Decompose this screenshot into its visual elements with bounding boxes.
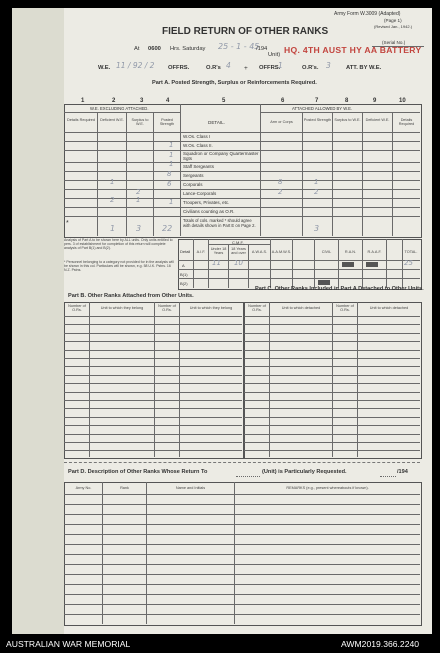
ors-label: O.R's: [206, 65, 221, 71]
row-rule: [64, 524, 420, 525]
row-rule: [244, 400, 420, 401]
row-rule: [244, 425, 420, 426]
row-rule: [64, 400, 242, 401]
row-rule: [64, 450, 242, 451]
analysis-row-b1: B(1): [180, 272, 188, 277]
row-rule: [64, 350, 242, 351]
hw-col6-serg: 8: [278, 178, 283, 186]
row-rule: [64, 341, 242, 342]
we-handwritten: 11 / 92 / 2: [116, 61, 155, 70]
row-rule: [64, 408, 242, 409]
part-b-unit-1: Unit to which they belong: [100, 306, 144, 310]
row-rule: [64, 383, 242, 384]
year-label: /194: [256, 46, 268, 52]
binding-strip: [12, 8, 64, 634]
part-b-title: Part B. Other Ranks Attached from Other Units.: [68, 293, 194, 299]
at-label: At: [134, 46, 140, 52]
header-details-required: Details Required: [66, 118, 96, 122]
header-deficient-att: Deficient W.E.: [365, 118, 390, 122]
ors2-label: O.R's.: [302, 65, 319, 71]
row-rule: [244, 375, 420, 376]
hw-total-col3: 3: [136, 224, 142, 233]
offrs2-label: OFFRS.: [259, 65, 281, 71]
row-rule: [244, 358, 420, 359]
row-rule: [64, 324, 242, 325]
col-number-8: 8: [345, 98, 349, 104]
analysis-row-b2: B(2): [180, 281, 188, 286]
redaction-raaf: [366, 262, 378, 267]
header-surplus-att: Surplus to W.E.: [334, 118, 361, 122]
hw-total-col2: 1: [110, 224, 116, 233]
row-rule: [64, 544, 420, 545]
analysis-col-ran: R.A.N.: [344, 250, 357, 254]
col-number-3: 3: [140, 98, 144, 104]
hw-col4-priv: 1: [169, 198, 174, 206]
row-rule: [64, 366, 242, 367]
row-rule: [64, 434, 242, 435]
col-number-2: 2: [112, 98, 116, 104]
offrs-handwritten: 4: [226, 61, 231, 70]
we-label: W.E.: [98, 65, 111, 71]
header-details-att: Details Required: [398, 118, 415, 127]
hw-col3-serg: 2: [136, 188, 141, 196]
hw-col4-staff: 1: [169, 160, 174, 168]
unit-stamp: HQ. 4TH AUST HY AA BATTERY: [284, 45, 422, 55]
part-d-army-no: Army No.: [75, 486, 92, 490]
analysis-note: Analysis of Part A to be shown here by ALL units. Only units entitled to pers. 3 of establishment for completion of this return will complete analysis of Part B(1) and B(2).: [64, 238, 173, 250]
row-rule: [244, 366, 420, 367]
part-b-num-2: Number of O.Rs.: [158, 304, 176, 313]
hw-col6-corp: 2: [278, 188, 283, 196]
hw-analysis-total: 25: [404, 259, 413, 267]
row-rule: [244, 350, 420, 351]
analysis-row-a: A: [182, 263, 185, 268]
analysis-detail-label: Detail: [180, 249, 191, 254]
col-number-5: 5: [222, 98, 226, 104]
col-number-6: 6: [281, 98, 285, 104]
hw-col2-priv: 2: [110, 196, 115, 204]
header-arm-corps: Arm or Corps: [270, 120, 293, 124]
part-c-unit-2: Unit to which detached: [369, 306, 409, 310]
analysis-footnote: * Personnel belonging to a category not provided for in the analysis will be shown in this col. Particulars will be shown, e.g. 58 U.K. Pstns. 16 N.Z. Pstns.: [64, 260, 174, 272]
we-excl-header: W.E. EXCLUDING ATTACHED.: [90, 106, 149, 111]
time-value: 0600: [148, 46, 161, 52]
analysis-col-under18: Under 18 Years: [210, 247, 227, 256]
row-rule: [64, 614, 420, 615]
analysis-col-awas: A.W.A.S.: [251, 250, 268, 254]
hw-col4-corp: 6: [167, 180, 172, 188]
part-c-num-1: Number of O.Rs.: [248, 304, 266, 313]
row-rule: [64, 316, 242, 317]
row-rule: [244, 341, 420, 342]
part-b-unit-2: Unit to which they belong: [189, 306, 233, 310]
row-rule: [244, 333, 420, 334]
header-posted-strength-att: Posted Strength: [303, 118, 332, 122]
unit-label: Unit): [268, 52, 281, 58]
ors2-handwritten: 3: [326, 61, 331, 70]
header-surplus-we: Surplus to W.E.: [131, 118, 149, 127]
row-troopers-privates: Troopers, Privates, etc.: [183, 200, 230, 205]
hw-analysis-cmf: 11: [212, 259, 221, 267]
hw-col4-serg: 8: [167, 170, 172, 178]
hw-col7-corp: 2: [314, 188, 319, 196]
hw-total-col7: 3: [314, 224, 320, 233]
row-rule: [244, 450, 420, 451]
row-lance-corporals: Lance-Corporals: [183, 191, 217, 196]
row-rule: [244, 434, 420, 435]
col-number-9: 9: [373, 98, 377, 104]
part-c-title: Part C. Other Ranks Included in Part A Detached to Other Units.: [255, 286, 424, 292]
part-d-rank: Rank: [120, 486, 129, 490]
revised-date: (Revised Jan., 1942.): [374, 24, 413, 29]
form-sheet: [12, 8, 432, 634]
row-rule: [64, 574, 420, 575]
ors-handwritten: 1: [278, 61, 283, 70]
row-wo-class-1: W.Os. Class I: [183, 134, 211, 139]
row-rule: [64, 564, 420, 565]
part-c-table: [244, 302, 422, 459]
hw-analysis-cmf2: 10: [234, 259, 243, 267]
row-rule: [244, 392, 420, 393]
hw-col7-serg: 1: [314, 178, 319, 186]
form-title: FIELD RETURN OF OTHER RANKS: [162, 26, 329, 37]
part-d-title: Part D. Description of Other Ranks Whose Return To: [68, 469, 208, 475]
hw-col3-corp: 1: [136, 196, 141, 204]
part-a-title: Part A. Posted Strength, Surplus or Reinforcements Required.: [152, 80, 317, 86]
row-rule: [64, 504, 420, 505]
row-rule: [244, 316, 420, 317]
part-c-num-2: Number of O.Rs.: [336, 304, 354, 313]
part-d-title-mid: (Unit) is Particularly Requested.: [262, 469, 347, 475]
tear-line: [64, 462, 420, 463]
hw-total-col4: 22: [162, 224, 173, 233]
hrs-saturday-label: Hrs. Saturday: [170, 46, 206, 52]
row-rule: [244, 383, 420, 384]
row-sergeants: Sergeants: [183, 173, 204, 178]
row-rule: [64, 554, 420, 555]
row-rule: [64, 584, 420, 585]
handwritten-date: 25 - 1 - 45: [218, 42, 260, 51]
part-d-year: /194: [397, 469, 408, 475]
row-rule: [244, 442, 420, 443]
header-posted-strength: Posted Strength: [159, 118, 175, 127]
part-c-unit-1: Unit to which detached: [281, 306, 321, 310]
row-civilians: Civilians counting as O.R.: [183, 209, 235, 214]
row-rule: [64, 375, 242, 376]
analysis-col-raaf: R.A.A.F.: [367, 250, 382, 254]
row-rule: [64, 594, 420, 595]
row-corporals: Corporals: [183, 182, 203, 187]
redaction-ran: [342, 262, 354, 267]
hw-col2-serg: 1: [110, 178, 115, 186]
row-wo-class-2: W.Os. Class II.: [183, 143, 213, 148]
analysis-col-aif: A.I.F.: [196, 250, 206, 254]
page-number: (Page 1): [384, 18, 402, 23]
row-rule: [64, 604, 420, 605]
row-rule: [64, 442, 242, 443]
col-number-10: 10: [399, 98, 406, 104]
row-rule: [64, 514, 420, 515]
attached-header: ATTACHED ALLOWED BY W.E.: [292, 106, 353, 111]
footer-accession: AWM2019.366.2240: [341, 639, 420, 649]
row-staff-sergeants: Staff Sergeants: [183, 164, 214, 169]
detail-header: DETAIL.: [208, 120, 226, 125]
row-rule: [244, 417, 420, 418]
row-rule: [64, 417, 242, 418]
analysis-col-aamws: A.A.M.W.S.: [271, 250, 292, 254]
row-rule: [244, 408, 420, 409]
hw-col4-cqms: 1: [169, 151, 174, 159]
row-rule: [64, 358, 242, 359]
header-deficient-we: Deficient W.E.: [100, 118, 124, 122]
analysis-col-18over: 18 Years and over: [231, 247, 246, 256]
army-form-number: Army Form W.3009 (Adapted): [334, 11, 401, 17]
cmf-label: C.M.F.: [232, 240, 244, 245]
serial-label: (Serial No.): [382, 40, 406, 45]
totals-star: *: [66, 220, 69, 227]
row-rule: [64, 425, 242, 426]
row-rule: [64, 534, 420, 535]
row-rule: [244, 324, 420, 325]
part-d-remarks: REMARKS (e.g., present whereabouts if known).: [286, 486, 369, 490]
col-number-1: 1: [81, 98, 85, 104]
col-number-7: 7: [315, 98, 319, 104]
plus-sign: +: [244, 65, 248, 72]
col-number-4: 4: [166, 98, 170, 104]
part-b-num-1: Number of O.Rs.: [68, 304, 86, 313]
analysis-col-total: TOTAL.: [404, 250, 418, 254]
analysis-col-civil: CIVIL: [321, 250, 332, 254]
row-totals: Totals of cols. marked * should agree with details shown in Part E on Page 2.: [183, 218, 256, 228]
footer-source: AUSTRALIAN WAR MEMORIAL: [6, 639, 131, 649]
row-rule: [64, 333, 242, 334]
row-rule: [64, 392, 242, 393]
att-label: ATT. BY W.E.: [346, 65, 382, 71]
hw-wo-class-2: 1: [169, 141, 174, 149]
row-company-qm-sgts: Squadron or Company Quartermaster Sgts: [183, 151, 259, 161]
part-d-name: Name and Initials: [175, 486, 206, 490]
offrs-label: OFFRS.: [168, 65, 190, 71]
